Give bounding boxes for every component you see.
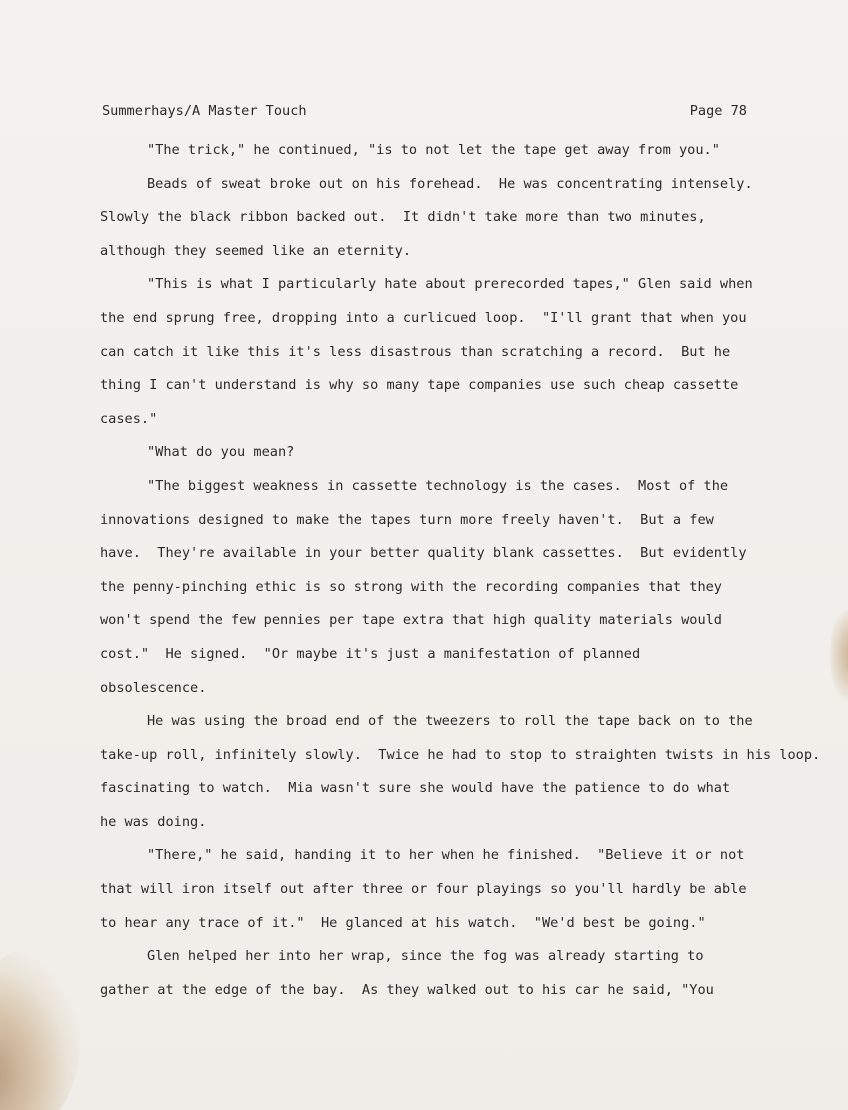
text-line: cases." <box>100 410 158 427</box>
text-line: to hear any trace of it." He glanced at his watch. "We'd best be going." <box>100 914 706 931</box>
text-line: gather at the edge of the bay. As they walked out to his car he said, "You <box>100 981 714 998</box>
text-line: although they seemed like an eternity. <box>100 242 411 259</box>
text-line: "The trick," he continued, "is to not let the tape get away from you." <box>147 142 720 158</box>
text-line: the end sprung free, dropping into a curlicued loop. "I'll grant that when you <box>100 309 747 326</box>
water-stain-bottom-left <box>0 950 80 1110</box>
text-line: thing I can't understand is why so many tape companies use such cheap cassette <box>100 377 739 394</box>
text-line: "The biggest weakness in cassette technology is the cases. Most of the <box>147 477 729 494</box>
text-line: Beads of sweat broke out on his forehead. He was concentrating intensely. <box>147 175 753 192</box>
text-line: innovations designed to make the tapes turn more freely haven't. But a few <box>100 511 714 528</box>
text-line: "What do you mean? <box>147 444 295 461</box>
text-line: "This is what I particularly hate about prerecorded tapes," Glen said when <box>147 276 753 293</box>
page-number: Page 78 <box>689 103 747 119</box>
text-line: won't spend the few pennies per tape extra that high quality materials would <box>100 612 722 629</box>
manuscript-body <box>100 134 820 1007</box>
text-line: the penny-pinching ethic is so strong with the recording companies that they <box>100 578 722 595</box>
text-line: take-up roll, infinitely slowly. Twice he had to stop to straighten twists in his loop. <box>100 746 821 763</box>
text-line: he was doing. <box>100 813 207 830</box>
text-line: Glen helped her into her wrap, since the fog was already starting to <box>147 948 704 965</box>
page-header <box>102 103 747 125</box>
text-line: can catch it like this it's less disastrous than scratching a record. But he <box>100 343 731 360</box>
text-line: cost." He signed. "Or maybe it's just a manifestation of planned <box>100 645 641 662</box>
running-title: Summerhays/A Master Touch <box>102 103 307 119</box>
text-line: He was using the broad end of the tweezers to roll the tape back on to the <box>147 713 753 730</box>
text-line: obsolescence. <box>100 679 207 696</box>
text-line: have. They're available in your better quality blank cassettes. But evidently <box>100 545 747 562</box>
text-line: Slowly the black ribbon backed out. It didn't take more than two minutes, <box>100 209 706 226</box>
text-line: that will iron itself out after three or four playings so you'll hardly be able <box>100 881 747 898</box>
water-stain-right-edge <box>830 610 848 700</box>
text-line: fascinating to watch. Mia wasn't sure she would have the patience to do what <box>100 780 731 797</box>
text-line: "There," he said, handing it to her when he finished. "Believe it or not <box>147 847 745 864</box>
